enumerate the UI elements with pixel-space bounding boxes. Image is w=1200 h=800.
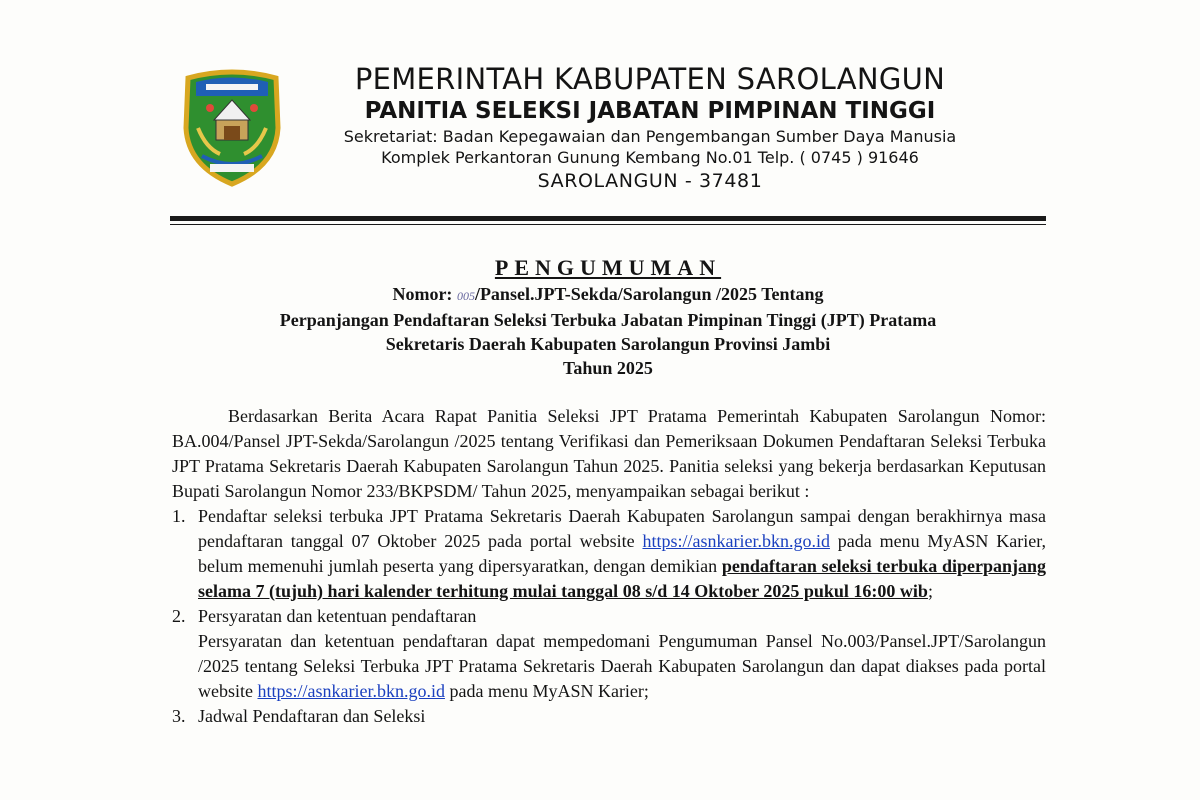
item-text: pada menu MyASN Karier; bbox=[444, 681, 649, 701]
letterhead bbox=[300, 62, 1000, 194]
item-text: pada menu MyASN Karier, belum memenuhi jumlah peserta yang dipersyaratkan, dengan demikian bbox=[198, 531, 1047, 576]
asnkarier-link[interactable]: https://asnkarier.bkn.go.id bbox=[642, 531, 830, 551]
extension-emphasis: pendaftaran seleksi terbuka diperpanjang selama 7 (tujuh) hari kalender terhitung mulai tanggal 08 s/d 14 Oktober 2025 pukul 16:00 wib bbox=[198, 556, 1046, 601]
document-subject: Perpanjangan Pendaftaran Seleksi Terbuka Jabatan Pimpinan Tinggi (JPT) Pratama bbox=[279, 310, 937, 330]
document-number bbox=[170, 282, 1046, 308]
regency-emblem-icon bbox=[180, 68, 284, 188]
announcement-list bbox=[172, 504, 1046, 729]
intro-paragraph: Berdasarkan Berita Acara Rapat Panitia Seleksi JPT Pratama Pemerintah Kabupaten Sarolangun Nomor: BA.004/Pansel JPT-Sekda/Sarolangun /2025 tentang Verifikasi dan Pemeriksaan Dokumen Pendaftaran Seleksi Terbuka JPT Pratama Sekretaris Daerah Kabupaten Sarolangun Tahun 2025. Panitia seleksi yang bekerja berdasarkan Keputusan Bupati Sarolangun Nomor 233/BKPSDM/ Tahun 2025, menyampaikan sebagai berikut : bbox=[172, 406, 1046, 501]
list-item-number: 2. bbox=[172, 606, 186, 626]
document-position: Sekretaris Daerah Kabupaten Sarolangun Provinsi Jambi bbox=[385, 334, 831, 354]
list-item bbox=[172, 604, 1046, 704]
list-item-number: 3. bbox=[172, 706, 186, 726]
document-body bbox=[172, 404, 1046, 729]
letterhead-divider-thin bbox=[170, 224, 1046, 225]
letterhead-secretariat: Sekretariat: Badan Kepegawaian dan Pengembangan Sumber Daya Manusia bbox=[343, 127, 957, 146]
list-item bbox=[172, 504, 1046, 604]
item-label: Jadwal Pendaftaran dan Seleksi bbox=[198, 706, 426, 726]
item-text: Persyaratan dan ketentuan pendaftaran dapat mempedomani Pengumuman Pansel No.003/Pansel.JPT/Sarolangun /2025 tentang Seleksi Terbuka JPT Pratama Sekretaris Daerah Kabupaten Sarolangun dan dapat diakses pada portal website bbox=[198, 631, 1046, 701]
item-text: ; bbox=[927, 581, 933, 601]
title-block bbox=[170, 254, 1046, 380]
document-year: Tahun 2025 bbox=[563, 358, 653, 378]
letterhead-city: SAROLANGUN - 37481 bbox=[537, 170, 763, 192]
letterhead-committee: PANITIA SELEKSI JABATAN PIMPINAN TINGGI bbox=[364, 98, 936, 124]
document-heading: PENGUMUMAN bbox=[494, 255, 722, 280]
letterhead-government: PEMERINTAH KABUPATEN SAROLANGUN bbox=[354, 62, 946, 96]
nomor-label: Nomor: bbox=[392, 284, 457, 304]
nomor-number: 005 bbox=[456, 289, 475, 303]
letterhead-address: Komplek Perkantoran Gunung Kembang No.01 Telp. ( 0745 ) 91646 bbox=[381, 148, 919, 167]
letterhead-divider bbox=[170, 216, 1046, 221]
item-text: Pendaftar seleksi terbuka JPT Pratama Sekretaris Daerah Kabupaten Sarolangun sampai dengan berakhirnya masa pendaftaran tanggal 07 Oktober 2025 pada portal website bbox=[198, 506, 1046, 551]
asnkarier-link[interactable]: https://asnkarier.bkn.go.id bbox=[257, 681, 445, 701]
item-label: Persyaratan dan ketentuan pendaftaran bbox=[198, 606, 477, 626]
nomor-rest: /Pansel.JPT-Sekda/Sarolangun /2025 Tentang bbox=[474, 284, 824, 304]
list-item-number: 1. bbox=[172, 506, 186, 526]
list-item bbox=[172, 704, 1046, 729]
